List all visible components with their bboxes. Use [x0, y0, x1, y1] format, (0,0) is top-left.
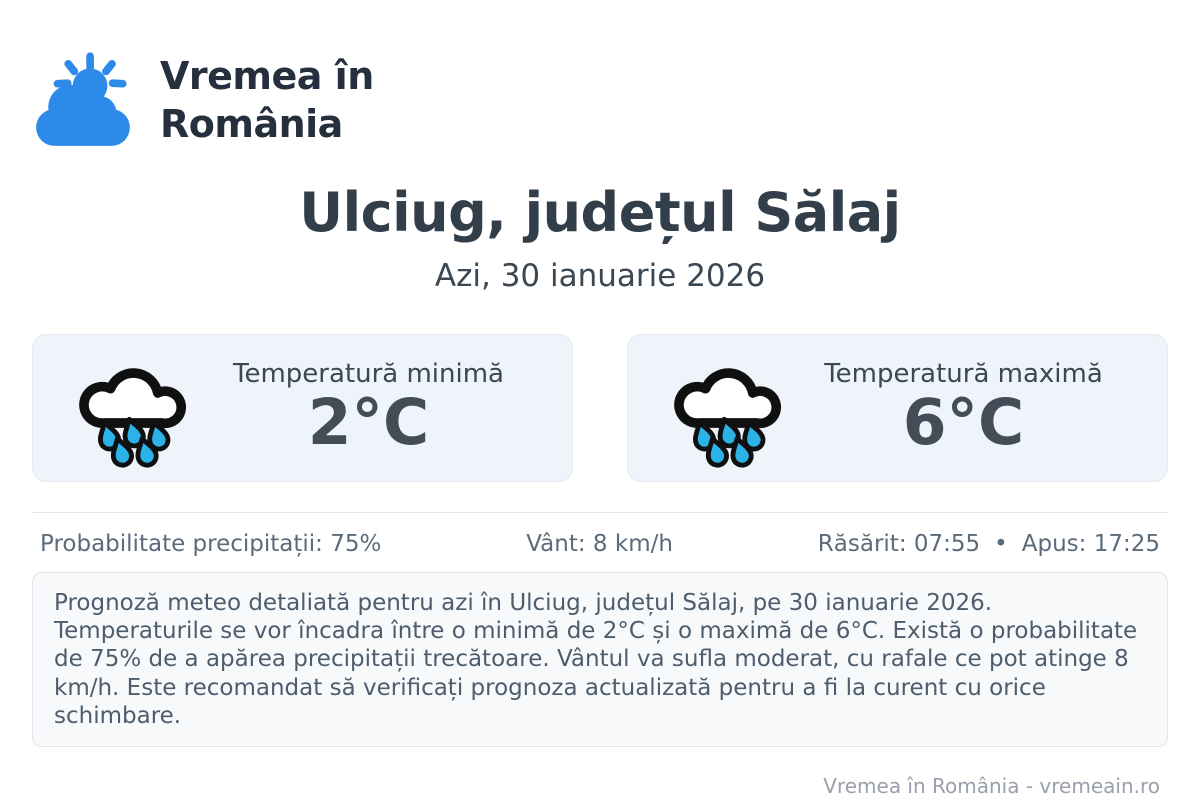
footer-credit: Vremea în România - vremeain.ro [823, 773, 1160, 798]
brand-name [160, 53, 374, 149]
min-temperature-card [32, 334, 573, 482]
precipitation-stat: Probabilitate precipitații: 75% [40, 531, 382, 557]
page-date: Azi, 30 ianuarie 2026 [434, 258, 766, 294]
max-temperature-card [627, 334, 1168, 482]
sun-behind-cloud-icon [32, 50, 138, 152]
sunrise-stat: Răsărit: 07:55 [817, 531, 981, 557]
brand-header [32, 45, 1168, 157]
brand-name-line2: România [160, 102, 343, 146]
sun-times-stat [818, 531, 1160, 557]
rain-cloud-icon [69, 348, 195, 468]
max-temperature-text [790, 359, 1167, 457]
max-temperature-value: 6°C [902, 385, 1025, 459]
forecast-description: Prognoză meteo detaliată pentru azi în Ulciug, județul Sălaj, pe 30 ianuarie 2026. Temperaturile se vor încadra între o minimă de 2°C și o maximă de 6°C. Există o probabilitate de 75% de a apărea precipitații trecătoare. Vântul va sufla moderat, cu rafale ce pot atinge 8 km/h. Este recomandat să verificați prognoza actualizată pentru a fi la curent cu orice schimbare. [32, 572, 1168, 747]
rain-cloud-icon [664, 348, 790, 468]
bullet-separator: • [994, 531, 1008, 557]
min-temperature-text [195, 359, 572, 457]
min-temperature-label: Temperatură minimă [233, 358, 504, 389]
wind-stat: Vânt: 8 km/h [526, 531, 673, 557]
temperature-cards [32, 334, 1168, 482]
stats-row [32, 531, 1168, 557]
max-temperature-label: Temperatură maximă [824, 358, 1103, 389]
brand-name-line1: Vremea în [160, 54, 374, 99]
sunset-stat: Apus: 17:25 [1021, 531, 1160, 557]
min-temperature-value: 2°C [307, 385, 430, 459]
stats-divider [32, 512, 1168, 513]
page-title: Ulciug, județul Sălaj [299, 181, 901, 244]
